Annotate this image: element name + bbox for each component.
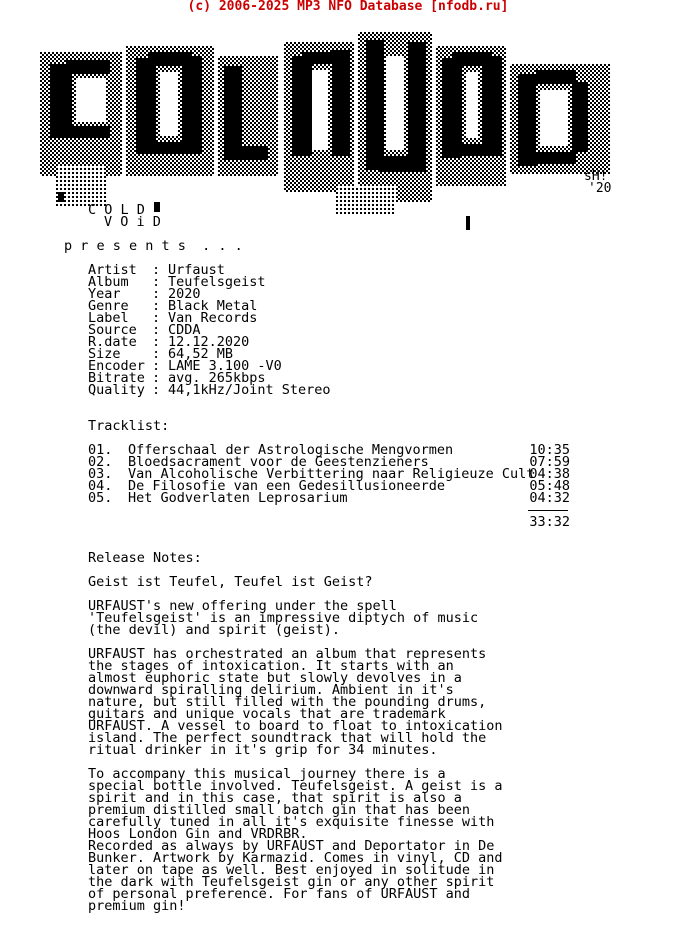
info-row: Encoder : LAME 3.100 -V0	[88, 358, 282, 374]
track-title: Het Godverlaten Leprosarium	[128, 490, 348, 506]
info-value: Urfaust	[168, 262, 225, 278]
cold-void-ascii-logo	[36, 16, 616, 230]
info-value: Teufelsgeist	[168, 274, 266, 290]
info-key: Bitrate	[88, 370, 145, 386]
notes-paragraph: To accompany this musical journey there is a special bottle involved. Teufelsgeist. A geist is a spirit and in this case, that spirit is also a premium distilled small batch gin that has been carefully tuned in all it's exquisite finesse with Hoos London Gin and VRDRBR. Recorded as always by URFAUST and Deportator in De Bunker. Artwork by Karmazid. Comes in vinyl, CD and later on tape as well. Best enjoyed in solitude in the dark with Teufelsgeist gin or any other spirit of personal preference. For fans of URFAUST and premium gin!	[88, 766, 503, 914]
group-line-2: V O i D	[104, 214, 161, 230]
track-number: 01.	[88, 442, 113, 458]
info-row: Size : 64,52 MB	[88, 346, 234, 362]
release-info	[88, 264, 331, 396]
info-row: Source : CDDA	[88, 322, 201, 338]
track-title: De Filosofie van een Gedesillusioneerde	[128, 478, 445, 494]
info-value: CDDA	[168, 322, 201, 338]
info-key: Source	[88, 322, 137, 338]
info-key: Artist	[88, 262, 137, 278]
info-row: Album : Teufelsgeist	[88, 274, 266, 290]
info-key: Year	[88, 286, 121, 302]
group-line-1: C O L D	[88, 202, 145, 218]
info-value: Van Records	[168, 310, 258, 326]
info-key: R.date	[88, 334, 137, 350]
logo-tag-2: '20	[588, 181, 612, 196]
track-number: 04.	[88, 478, 113, 494]
info-key: Label	[88, 310, 129, 326]
info-row: Bitrate : avg. 265kbps	[88, 370, 266, 386]
track-number: 05.	[88, 490, 113, 506]
info-row: Year : 2020	[88, 286, 201, 302]
total-time: 33:32	[529, 514, 570, 530]
info-key: Genre	[88, 298, 129, 314]
info-row: Genre : Black Metal	[88, 298, 258, 314]
info-value: 12.12.2020	[168, 334, 250, 350]
info-value: 2020	[168, 286, 201, 302]
track-number: 03.	[88, 466, 113, 482]
track-title: Bloedsacrament voor de Geestenzieners	[128, 454, 429, 470]
info-value: 64,52 MB	[168, 346, 234, 362]
track-title: Offerschaal der Astrologische Mengvormen	[128, 442, 454, 458]
info-value: Black Metal	[168, 298, 258, 314]
info-key: Encoder	[88, 358, 145, 374]
notes-heading: Release Notes:	[88, 550, 202, 566]
track-title: Van Alcoholische Verbittering naar Religieuze Cult	[128, 466, 535, 482]
info-key: Quality	[88, 382, 145, 398]
track-time: 05:48	[529, 478, 570, 494]
info-key: Album	[88, 274, 129, 290]
info-row: Artist : Urfaust	[88, 262, 225, 278]
info-row: Label : Van Records	[88, 310, 258, 326]
track-time: 04:32	[529, 490, 570, 506]
presents-line: p r e s e n t s . . .	[64, 238, 243, 254]
info-row: Quality : 44,1kHz/Joint Stereo	[88, 382, 331, 398]
tracklist	[88, 444, 570, 504]
info-value: 44,1kHz/Joint Stereo	[168, 382, 331, 398]
logo-tag-1: sH!	[584, 169, 608, 184]
notes-paragraph: Geist ist Teufel, Teufel ist Geist?	[88, 574, 373, 590]
info-key: Size	[88, 346, 121, 362]
tracklist-heading: Tracklist:	[88, 418, 170, 434]
info-value: LAME 3.100 -V0	[168, 358, 282, 374]
track-time: 07:59	[529, 454, 570, 470]
info-value: avg. 265kbps	[168, 370, 266, 386]
track-row	[88, 492, 570, 504]
track-time: 04:38	[529, 466, 570, 482]
notes-paragraph: URFAUST has orchestrated an album that represents the stages of intoxication. It starts with an almost euphoric state but slowly devolves in a downward spiralling delirium. Ambient in it's nature, but still filled with the pounding drums, guitars and unique vocals that are trademark URFAUST. A vessel to board to float to intoxication island. The perfect soundtrack that will hold the ritual drinker in it's grip for 34 minutes.	[88, 646, 503, 758]
info-row: R.date : 12.12.2020	[88, 334, 250, 350]
notes-paragraph: URFAUST's new offering under the spell 'Teufelsgeist' is an impressive diptych of music (the devil) and spirit (geist).	[88, 598, 479, 638]
track-number: 02.	[88, 454, 113, 470]
nfodb-credit: (c) 2006-2025 MP3 NFO Database [nfodb.ru]	[187, 0, 509, 14]
total-divider	[528, 510, 568, 511]
track-time: 10:35	[529, 442, 570, 458]
